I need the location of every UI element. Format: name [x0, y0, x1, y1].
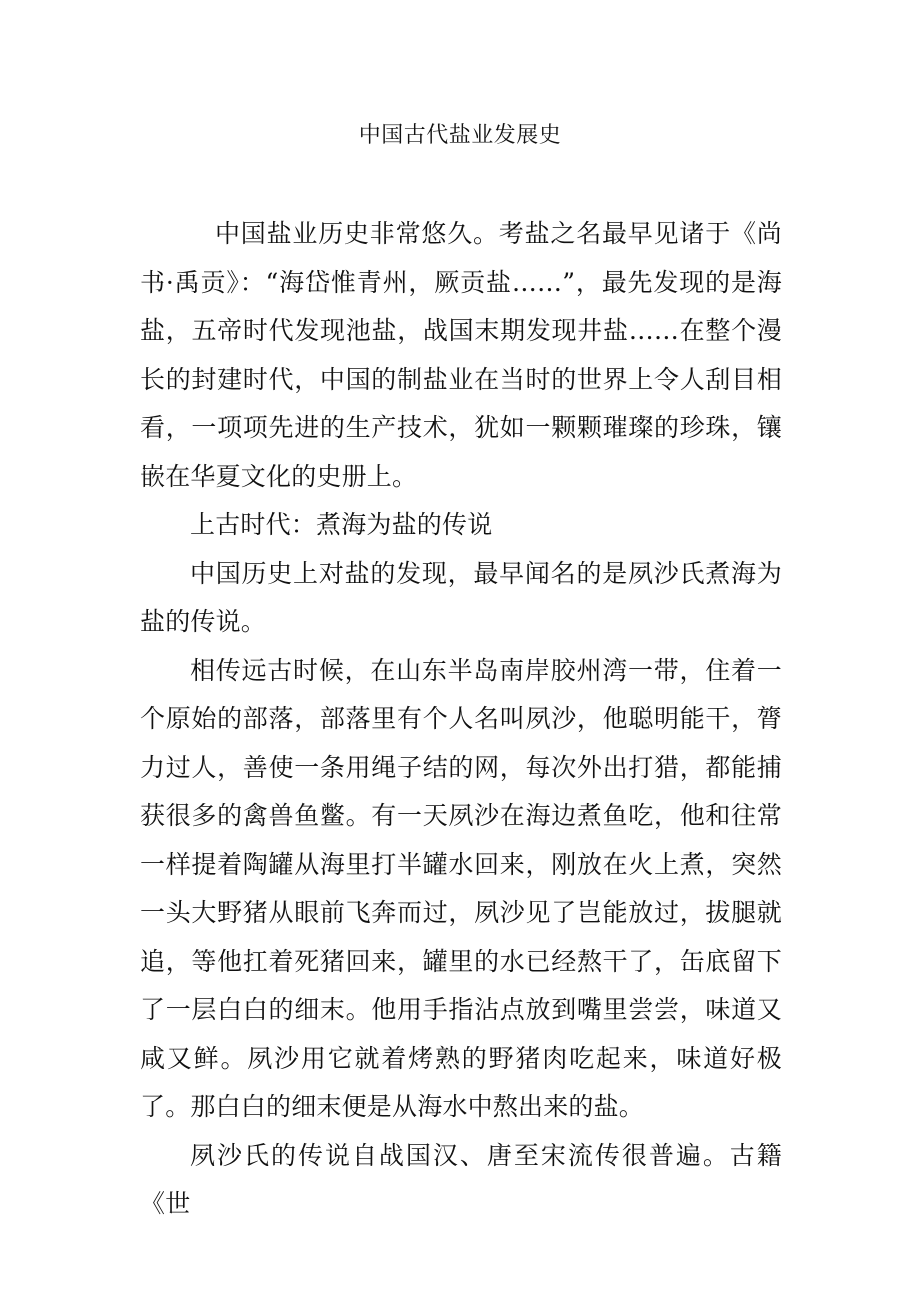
document-title: 中国古代盐业发展史	[358, 123, 562, 148]
paragraph-legend: 相传远古时候，在山东半岛南岸胶州湾一带，住着一个原始的部落，部落里有个人名叫夙沙，他聪明能干，膂力过人，善使一条用绳子结的网，每次外出打猎，都能捕获很多的禽兽鱼鳖。有一天夙沙在海边煮鱼吃，他和往常一样提着陶罐从海里打半罐水回来，刚放在火上煮，突然一头大野猪从眼前飞奔而过，夙沙见了岂能放过，拔腿就追，等他扛着死猪回来，罐里的水已经熬干了，缶底留下了一层白白的细末。他用手指沾点放到嘴里尝尝，味道又咸又鲜。夙沙用它就着烤熟的野猪肉吃起来，味道好极了。那白白的细末便是从海水中熬出来的盐。	[140, 655, 782, 1121]
paragraph-discovery: 中国历史上对盐的发现，最早闻名的是夙沙氏煮海为盐的传说。	[140, 558, 782, 636]
document-body	[140, 210, 782, 1229]
section-heading-ancient-era: 上古时代：煮海为盐的传说	[190, 510, 493, 539]
paragraph-intro: 中国盐业历史非常悠久。考盐之名最早见诸于《尚书·禹贡》：“海岱惟青州，厥贡盐……”，最先发现的是海盐，五帝时代发现池盐，战国末期发现井盐……在整个漫长的封建时代，中国的制盐业在当时的世界上令人刮目相看，一项项先进的生产技术，犹如一颗颗璀璨的珍珠，镶嵌在华夏文化的史册上。	[140, 219, 782, 491]
paragraph-spread: 夙沙氏的传说自战国汉、唐至宋流传很普遍。古籍《世	[140, 1140, 782, 1218]
